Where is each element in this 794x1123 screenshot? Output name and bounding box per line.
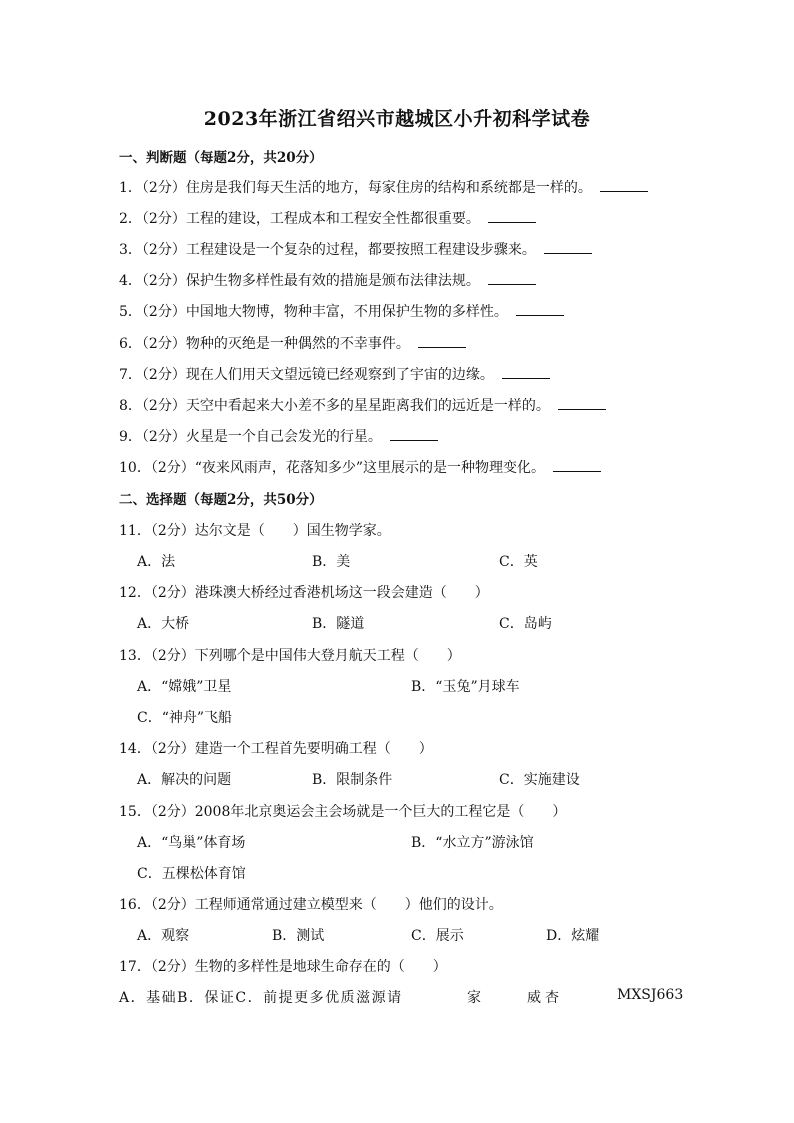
answer-blank[interactable]: [390, 428, 438, 441]
option-d[interactable]: D．炫耀: [546, 928, 600, 944]
choice-question: 12．（2分）港珠澳大桥经过香港机场这一段会建造（ ）: [119, 585, 489, 601]
footer-code: MXSJ663: [617, 987, 684, 1003]
choice-question: 13．（2分）下列哪个是中国伟大登月航天工程（ ）: [119, 648, 461, 664]
option-a[interactable]: A．“鸟巢”体育场: [137, 835, 246, 851]
choice-question: 17．（2分）生物的多样性是地球生命存在的（ ）: [119, 959, 447, 975]
answer-blank[interactable]: [600, 179, 648, 192]
judge-question: 1．（2分）住房是我们每天生活的地方，每家住房的结构和系统都是一样的。: [119, 177, 648, 197]
footer-options-text: A．基础B．保证C．前提更多优质滋源请: [119, 990, 403, 1006]
judge-question: 10．（2分）“夜来风雨声，花落知多少”这里展示的是一种物理变化。: [119, 457, 601, 477]
section-heading-choice: 二、选择题（每题2分，共50分）: [119, 492, 323, 508]
judge-question: 9．（2分）火星是一个自己会发光的行星。: [119, 426, 438, 446]
judge-question: 8．（2分）天空中看起来大小差不多的星星距离我们的远近是一样的。: [119, 395, 606, 415]
answer-blank[interactable]: [558, 397, 606, 410]
answer-blank[interactable]: [502, 366, 550, 379]
option-a[interactable]: A．解决的问题: [137, 772, 232, 788]
answer-blank[interactable]: [418, 335, 466, 348]
option-c[interactable]: C．实施建设: [499, 772, 580, 788]
option-c[interactable]: C．“神舟”飞船: [137, 710, 233, 726]
judge-question: 6．（2分）物种的灭绝是一种偶然的不幸事件。: [119, 333, 466, 353]
section-heading-judge: 一、判断题（每题2分，共20分）: [119, 150, 323, 166]
option-b[interactable]: B．“玉兔”月球车: [411, 679, 520, 695]
choice-question: 14．（2分）建造一个工程首先要明确工程（ ）: [119, 741, 433, 757]
footer-word: 威杏: [527, 990, 563, 1006]
judge-question: 4．（2分）保护生物多样性最有效的措施是颁布法律法规。: [119, 270, 536, 290]
option-a[interactable]: A．“嫦娥”卫星: [137, 679, 232, 695]
option-c[interactable]: C．英: [499, 554, 538, 570]
option-c[interactable]: C．展示: [411, 928, 464, 944]
choice-question: 16．（2分）工程师通常通过建立模型来（ ）他们的设计。: [119, 897, 503, 913]
option-c[interactable]: C．岛屿: [499, 616, 552, 632]
judge-question: 2．（2分）工程的建设，工程成本和工程安全性都很重要。: [119, 208, 536, 228]
option-b[interactable]: B．美: [312, 554, 351, 570]
footer-word: 家: [467, 990, 481, 1006]
option-b[interactable]: B．隧道: [312, 616, 365, 632]
option-b[interactable]: B．限制条件: [312, 772, 393, 788]
judge-question: 5．（2分）中国地大物博，物种丰富，不用保护生物的多样性。: [119, 301, 564, 321]
option-a[interactable]: A．法: [137, 554, 176, 570]
answer-blank[interactable]: [553, 459, 601, 472]
option-a[interactable]: A．大桥: [137, 616, 190, 632]
answer-blank[interactable]: [488, 272, 536, 285]
judge-question: 3．（2分）工程建设是一个复杂的过程，都要按照工程建设步骤来。: [119, 239, 592, 259]
answer-blank[interactable]: [488, 210, 536, 223]
judge-question: 7．（2分）现在人们用天文望远镜已经观察到了宇宙的边缘。: [119, 364, 550, 384]
exam-title: 2023年浙江省绍兴市越城区小升初科学试卷: [203, 108, 591, 130]
answer-blank[interactable]: [516, 303, 564, 316]
option-c[interactable]: C．五棵松体育馆: [137, 866, 246, 882]
answer-blank[interactable]: [544, 241, 592, 254]
choice-question: 11．（2分）达尔文是（ ）国生物学家。: [119, 523, 391, 539]
option-a[interactable]: A．观察: [137, 928, 190, 944]
option-b[interactable]: B．测试: [272, 928, 325, 944]
option-b[interactable]: B．“水立方”游泳馆: [411, 835, 534, 851]
choice-question: 15．（2分）2008年北京奥运会主会场就是一个巨大的工程它是（ ）: [119, 804, 567, 820]
